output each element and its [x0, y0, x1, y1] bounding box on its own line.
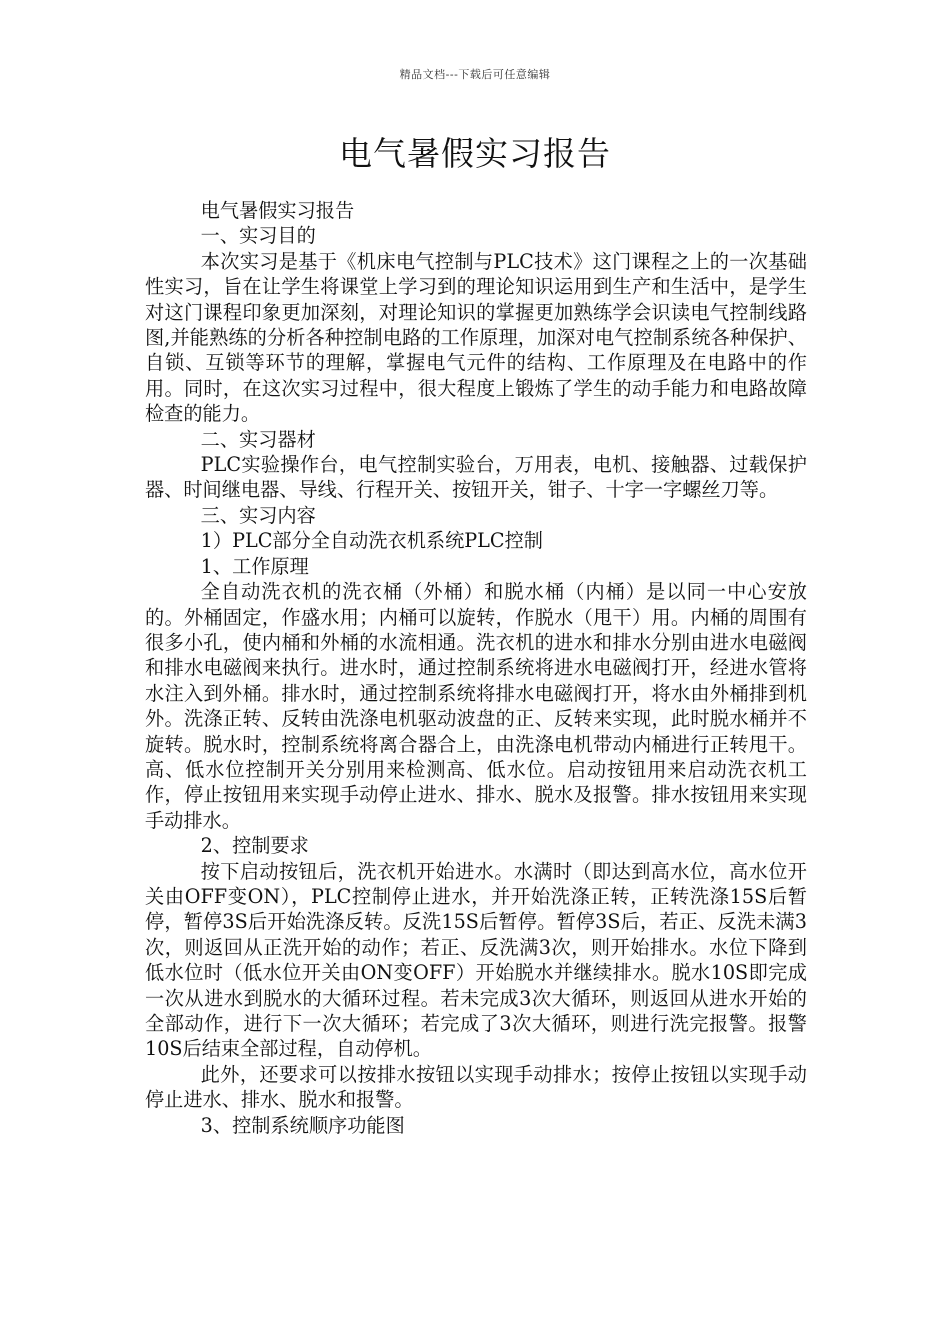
subsection-heading-requirements: 2、控制要求	[200, 834, 309, 858]
page-header-note: 精品文档---下载后可任意编辑	[399, 68, 551, 81]
paragraph-additional: 此外，还要求可以按排水按钮以实现手动排水；按停止按钮以实现手动停止进水、排水、脱水和报警。	[145, 1062, 807, 1112]
paragraph-purpose: 本次实习是基于《机床电气控制与PLC技术》这门课程之上的一次基础性实习，旨在让学生将课堂上学习到的理论知识运用到生产和生活中，是学生对这门课程印象更加深刻，对理论知识的掌握更加熟练学会识读电气控制线路图,并能熟练的分析各种控制电路的工作原理，加深对电气控制系统各种保护、自锁、互锁等环节的理解，掌握电气元件的结构、工作原理及在电路中的作用。同时，在这次实习过程中，很大程度上锻炼了学生的动手能力和电路故障检查的能力。	[145, 249, 807, 426]
section-heading-equipment: 二、实习器材	[200, 427, 316, 451]
subsection-heading-plc: 1）PLC部分全自动洗衣机系统PLC控制	[200, 529, 543, 553]
paragraph-equipment: PLC实验操作台，电气控制实验台，万用表，电机、接触器、过载保护器、时间继电器、导线、行程开关、按钮开关，钳子、十字一字螺丝刀等。	[145, 453, 807, 502]
paragraph-principle: 全自动洗衣机的洗衣桶（外桶）和脱水桶（内桶）是以同一中心安放的。外桶固定，作盛水用；内桶可以旋转，作脱水（甩干）用。内桶的周围有很多小孔，使内桶和外桶的水流相通。洗衣机的进水和排水分别由进水电磁阀和排水电磁阀来执行。进水时，通过控制系统将进水电磁阀打开，经进水管将水注入到外桶。排水时，通过控制系统将排水电磁阀打开，将水由外桶排到机外。洗涤正转、反转由洗涤电机驱动波盘的正、反转来实现，此时脱水桶并不旋转。脱水时，控制系统将离合器合上，由洗涤电机带动内桶进行正转甩干。高、低水位控制开关分别用来检测高、低水位。启动按钮用来启动洗衣机工作，停止按钮用来实现手动停止进水、排水、脱水及报警。排水按钮用来实现手动排水。	[145, 580, 807, 832]
subsection-heading-principle: 1、工作原理	[200, 554, 309, 578]
paragraph-requirements: 按下启动按钮后，洗衣机开始进水。水满时（即达到高水位，高水位开关由OFF变ON），PLC控制停止进水，并开始洗涤正转，正转洗涤15S后暂停，暂停3S后开始洗涤反转。反洗15S后暂停。暂停3S后，若正、反洗未满3次，则返回从正洗开始的动作；若正、反洗满3次，则开始排水。水位下降到低水位时（低水位开关由ON变OFF）开始脱水并继续排水。脱水10S即完成一次从进水到脱水的大循环过程。若未完成3次大循环，则返回从进水开始的全部动作，进行下一次大循环；若完成了3次大循环，则进行洗完报警。报警10S后结束全部过程，自动停机。	[145, 859, 807, 1061]
report-subtitle: 电气暑假实习报告	[200, 199, 355, 222]
section-heading-content: 三、实习内容	[200, 503, 316, 527]
subsection-heading-sfc: 3、控制系统顺序功能图	[200, 1113, 405, 1137]
section-heading-purpose: 一、实习目的	[200, 224, 316, 248]
document-title: 电气暑假实习报告	[339, 134, 611, 173]
document-body	[145, 198, 807, 1138]
